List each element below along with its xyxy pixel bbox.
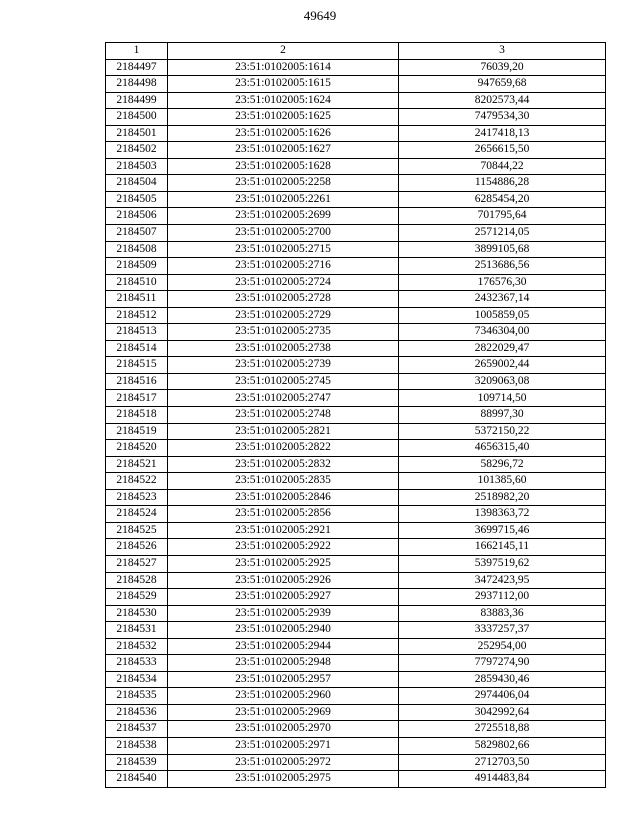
value-cell: 3209063,08 bbox=[399, 373, 606, 390]
table-row bbox=[106, 671, 606, 688]
table-row bbox=[106, 589, 606, 606]
value-cell: 109714,50 bbox=[399, 390, 606, 407]
record-number-cell: 2184512 bbox=[106, 307, 168, 324]
table-row bbox=[106, 59, 606, 76]
record-number-cell: 2184510 bbox=[106, 274, 168, 291]
cadastral-number-cell: 23:51:0102005:2969 bbox=[168, 704, 399, 721]
table-row bbox=[106, 175, 606, 192]
table-row bbox=[106, 357, 606, 374]
cadastral-number-cell: 23:51:0102005:1615 bbox=[168, 76, 399, 93]
record-number-cell: 2184511 bbox=[106, 291, 168, 308]
value-cell: 2822029,47 bbox=[399, 340, 606, 357]
record-number-cell: 2184516 bbox=[106, 373, 168, 390]
record-number-cell: 2184514 bbox=[106, 340, 168, 357]
cadastral-number-cell: 23:51:0102005:2748 bbox=[168, 407, 399, 424]
value-cell: 2937112,00 bbox=[399, 589, 606, 606]
cadastral-number-cell: 23:51:0102005:2822 bbox=[168, 440, 399, 457]
record-number-cell: 2184505 bbox=[106, 191, 168, 208]
table-row bbox=[106, 158, 606, 175]
record-number-cell: 2184506 bbox=[106, 208, 168, 225]
value-cell: 252954,00 bbox=[399, 638, 606, 655]
value-cell: 4656315,40 bbox=[399, 440, 606, 457]
value-cell: 7479534,30 bbox=[399, 109, 606, 126]
record-number-cell: 2184499 bbox=[106, 92, 168, 109]
cadastral-number-cell: 23:51:0102005:2975 bbox=[168, 771, 399, 788]
table-row bbox=[106, 291, 606, 308]
cadastral-number-cell: 23:51:0102005:2835 bbox=[168, 473, 399, 490]
cadastral-number-cell: 23:51:0102005:2948 bbox=[168, 655, 399, 672]
table-row bbox=[106, 407, 606, 424]
value-cell: 5397519,62 bbox=[399, 555, 606, 572]
table-row bbox=[106, 771, 606, 788]
record-number-cell: 2184529 bbox=[106, 589, 168, 606]
value-cell: 70844,22 bbox=[399, 158, 606, 175]
header-row bbox=[106, 43, 606, 60]
record-number-cell: 2184502 bbox=[106, 142, 168, 159]
cadastral-number-cell: 23:51:0102005:1624 bbox=[168, 92, 399, 109]
table-row bbox=[106, 605, 606, 622]
cadastral-number-cell: 23:51:0102005:2940 bbox=[168, 622, 399, 639]
table-row bbox=[106, 307, 606, 324]
cadastral-number-cell: 23:51:0102005:1614 bbox=[168, 59, 399, 76]
value-cell: 7346304,00 bbox=[399, 324, 606, 341]
cadastral-number-cell: 23:51:0102005:2258 bbox=[168, 175, 399, 192]
cadastral-number-cell: 23:51:0102005:1628 bbox=[168, 158, 399, 175]
table-row bbox=[106, 109, 606, 126]
record-number-cell: 2184522 bbox=[106, 473, 168, 490]
table-row bbox=[106, 688, 606, 705]
cadastral-number-cell: 23:51:0102005:2939 bbox=[168, 605, 399, 622]
value-cell: 1005859,05 bbox=[399, 307, 606, 324]
registry-table bbox=[105, 42, 606, 788]
record-number-cell: 2184530 bbox=[106, 605, 168, 622]
cadastral-number-cell: 23:51:0102005:2728 bbox=[168, 291, 399, 308]
cadastral-number-cell: 23:51:0102005:2957 bbox=[168, 671, 399, 688]
table-row bbox=[106, 754, 606, 771]
table-row bbox=[106, 340, 606, 357]
value-cell: 83883,36 bbox=[399, 605, 606, 622]
page-number: 49649 bbox=[303, 8, 337, 23]
table-row bbox=[106, 440, 606, 457]
record-number-cell: 2184523 bbox=[106, 489, 168, 506]
cadastral-number-cell: 23:51:0102005:2927 bbox=[168, 589, 399, 606]
value-cell: 88997,30 bbox=[399, 407, 606, 424]
record-number-cell: 2184497 bbox=[106, 59, 168, 76]
column-header-3: 3 bbox=[399, 43, 606, 60]
cadastral-number-cell: 23:51:0102005:2960 bbox=[168, 688, 399, 705]
record-number-cell: 2184498 bbox=[106, 76, 168, 93]
table-row bbox=[106, 704, 606, 721]
record-number-cell: 2184537 bbox=[106, 721, 168, 738]
record-number-cell: 2184536 bbox=[106, 704, 168, 721]
table-row bbox=[106, 737, 606, 754]
record-number-cell: 2184528 bbox=[106, 572, 168, 589]
record-number-cell: 2184535 bbox=[106, 688, 168, 705]
cadastral-number-cell: 23:51:0102005:2926 bbox=[168, 572, 399, 589]
value-cell: 2659002,44 bbox=[399, 357, 606, 374]
record-number-cell: 2184513 bbox=[106, 324, 168, 341]
record-number-cell: 2184517 bbox=[106, 390, 168, 407]
table-row bbox=[106, 638, 606, 655]
record-number-cell: 2184534 bbox=[106, 671, 168, 688]
table-row bbox=[106, 423, 606, 440]
value-cell: 7797274,90 bbox=[399, 655, 606, 672]
value-cell: 6285454,20 bbox=[399, 191, 606, 208]
value-cell: 5372150,22 bbox=[399, 423, 606, 440]
value-cell: 1154886,28 bbox=[399, 175, 606, 192]
record-number-cell: 2184519 bbox=[106, 423, 168, 440]
cadastral-number-cell: 23:51:0102005:2738 bbox=[168, 340, 399, 357]
table-row bbox=[106, 324, 606, 341]
cadastral-number-cell: 23:51:0102005:2699 bbox=[168, 208, 399, 225]
value-cell: 8202573,44 bbox=[399, 92, 606, 109]
column-header-2: 2 bbox=[168, 43, 399, 60]
table-row bbox=[106, 721, 606, 738]
record-number-cell: 2184525 bbox=[106, 522, 168, 539]
cadastral-number-cell: 23:51:0102005:2747 bbox=[168, 390, 399, 407]
table-row bbox=[106, 555, 606, 572]
value-cell: 2859430,46 bbox=[399, 671, 606, 688]
table-row bbox=[106, 274, 606, 291]
table-row bbox=[106, 142, 606, 159]
cadastral-number-cell: 23:51:0102005:2261 bbox=[168, 191, 399, 208]
value-cell: 701795,64 bbox=[399, 208, 606, 225]
table-row bbox=[106, 655, 606, 672]
table-row bbox=[106, 208, 606, 225]
cadastral-number-cell: 23:51:0102005:2856 bbox=[168, 506, 399, 523]
value-cell: 947659,68 bbox=[399, 76, 606, 93]
value-cell: 101385,60 bbox=[399, 473, 606, 490]
cadastral-number-cell: 23:51:0102005:2821 bbox=[168, 423, 399, 440]
value-cell: 3472423,95 bbox=[399, 572, 606, 589]
table-row bbox=[106, 191, 606, 208]
cadastral-number-cell: 23:51:0102005:2970 bbox=[168, 721, 399, 738]
column-header-1: 1 bbox=[106, 43, 168, 60]
value-cell: 2417418,13 bbox=[399, 125, 606, 142]
value-cell: 2571214,05 bbox=[399, 225, 606, 242]
record-number-cell: 2184508 bbox=[106, 241, 168, 258]
cadastral-number-cell: 23:51:0102005:1626 bbox=[168, 125, 399, 142]
value-cell: 3899105,68 bbox=[399, 241, 606, 258]
value-cell: 76039,20 bbox=[399, 59, 606, 76]
table-row bbox=[106, 506, 606, 523]
record-number-cell: 2184532 bbox=[106, 638, 168, 655]
record-number-cell: 2184533 bbox=[106, 655, 168, 672]
value-cell: 2712703,50 bbox=[399, 754, 606, 771]
cadastral-number-cell: 23:51:0102005:2921 bbox=[168, 522, 399, 539]
table-row bbox=[106, 390, 606, 407]
value-cell: 2432367,14 bbox=[399, 291, 606, 308]
table-row bbox=[106, 622, 606, 639]
table-header bbox=[106, 43, 606, 60]
cadastral-number-cell: 23:51:0102005:2846 bbox=[168, 489, 399, 506]
cadastral-number-cell: 23:51:0102005:2972 bbox=[168, 754, 399, 771]
cadastral-number-cell: 23:51:0102005:2739 bbox=[168, 357, 399, 374]
value-cell: 2725518,88 bbox=[399, 721, 606, 738]
value-cell: 3042992,64 bbox=[399, 704, 606, 721]
record-number-cell: 2184538 bbox=[106, 737, 168, 754]
record-number-cell: 2184540 bbox=[106, 771, 168, 788]
cadastral-number-cell: 23:51:0102005:2832 bbox=[168, 456, 399, 473]
table-row bbox=[106, 473, 606, 490]
record-number-cell: 2184500 bbox=[106, 109, 168, 126]
cadastral-number-cell: 23:51:0102005:1625 bbox=[168, 109, 399, 126]
record-number-cell: 2184527 bbox=[106, 555, 168, 572]
table-row bbox=[106, 489, 606, 506]
value-cell: 2513686,56 bbox=[399, 258, 606, 275]
table-row bbox=[106, 125, 606, 142]
value-cell: 1662145,11 bbox=[399, 539, 606, 556]
cadastral-number-cell: 23:51:0102005:2715 bbox=[168, 241, 399, 258]
record-number-cell: 2184507 bbox=[106, 225, 168, 242]
record-number-cell: 2184526 bbox=[106, 539, 168, 556]
table-row bbox=[106, 241, 606, 258]
table-row bbox=[106, 92, 606, 109]
table-row bbox=[106, 258, 606, 275]
value-cell: 2656615,50 bbox=[399, 142, 606, 159]
cadastral-number-cell: 23:51:0102005:2971 bbox=[168, 737, 399, 754]
value-cell: 2974406,04 bbox=[399, 688, 606, 705]
value-cell: 1398363,72 bbox=[399, 506, 606, 523]
cadastral-number-cell: 23:51:0102005:2716 bbox=[168, 258, 399, 275]
value-cell: 58296,72 bbox=[399, 456, 606, 473]
value-cell: 5829802,66 bbox=[399, 737, 606, 754]
record-number-cell: 2184509 bbox=[106, 258, 168, 275]
table-row bbox=[106, 456, 606, 473]
record-number-cell: 2184518 bbox=[106, 407, 168, 424]
record-number-cell: 2184515 bbox=[106, 357, 168, 374]
record-number-cell: 2184504 bbox=[106, 175, 168, 192]
table-row bbox=[106, 522, 606, 539]
record-number-cell: 2184503 bbox=[106, 158, 168, 175]
record-number-cell: 2184501 bbox=[106, 125, 168, 142]
record-number-cell: 2184520 bbox=[106, 440, 168, 457]
record-number-cell: 2184521 bbox=[106, 456, 168, 473]
table-body bbox=[106, 59, 606, 787]
value-cell: 4914483,84 bbox=[399, 771, 606, 788]
cadastral-number-cell: 23:51:0102005:2944 bbox=[168, 638, 399, 655]
table-row bbox=[106, 225, 606, 242]
cadastral-number-cell: 23:51:0102005:1627 bbox=[168, 142, 399, 159]
table-row bbox=[106, 373, 606, 390]
cadastral-number-cell: 23:51:0102005:2922 bbox=[168, 539, 399, 556]
table-row bbox=[106, 572, 606, 589]
cadastral-number-cell: 23:51:0102005:2925 bbox=[168, 555, 399, 572]
value-cell: 2518982,20 bbox=[399, 489, 606, 506]
value-cell: 3699715,46 bbox=[399, 522, 606, 539]
table-row bbox=[106, 539, 606, 556]
record-number-cell: 2184524 bbox=[106, 506, 168, 523]
cadastral-number-cell: 23:51:0102005:2735 bbox=[168, 324, 399, 341]
value-cell: 176576,30 bbox=[399, 274, 606, 291]
cadastral-number-cell: 23:51:0102005:2700 bbox=[168, 225, 399, 242]
value-cell: 3337257,37 bbox=[399, 622, 606, 639]
record-number-cell: 2184539 bbox=[106, 754, 168, 771]
cadastral-number-cell: 23:51:0102005:2729 bbox=[168, 307, 399, 324]
cadastral-number-cell: 23:51:0102005:2745 bbox=[168, 373, 399, 390]
record-number-cell: 2184531 bbox=[106, 622, 168, 639]
cadastral-number-cell: 23:51:0102005:2724 bbox=[168, 274, 399, 291]
table-row bbox=[106, 76, 606, 93]
